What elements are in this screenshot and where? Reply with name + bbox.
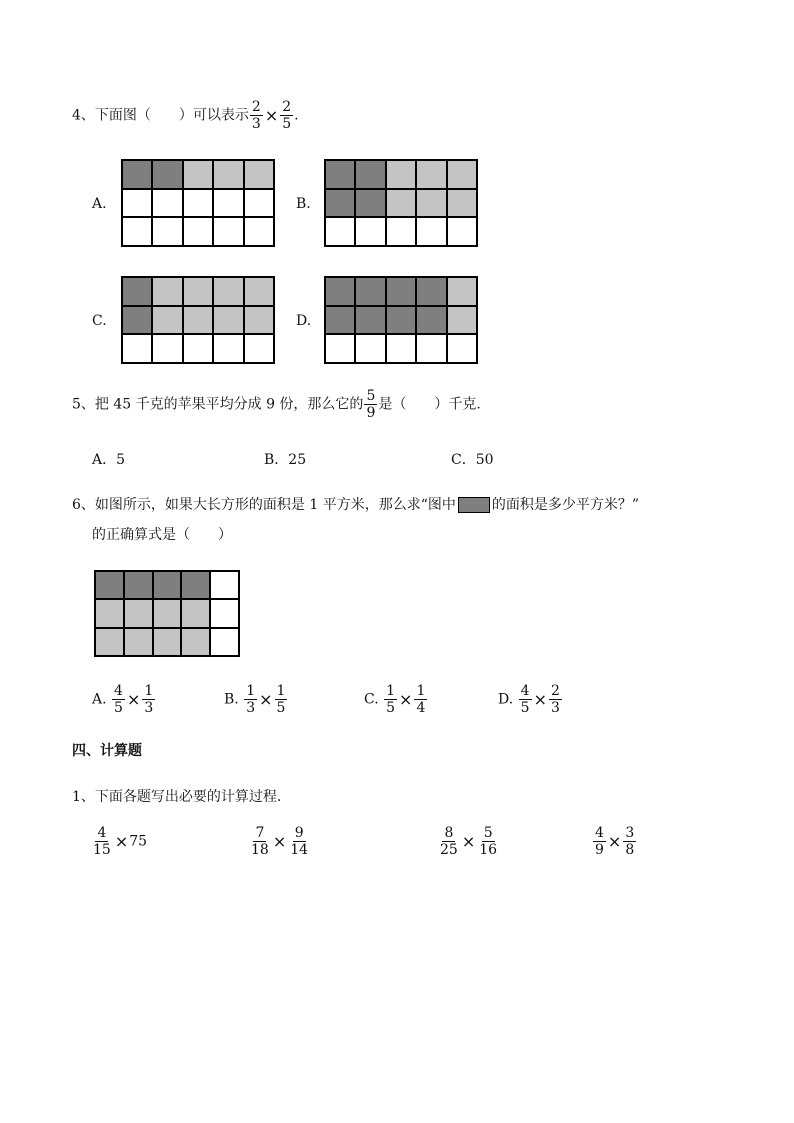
grid-cell-light bbox=[386, 160, 416, 189]
grid-cell-light bbox=[447, 189, 477, 218]
grid-cell-light bbox=[244, 277, 274, 306]
grid-cell-light bbox=[447, 277, 477, 306]
grid-cell-light bbox=[95, 628, 124, 656]
grid-cell-white bbox=[325, 217, 355, 246]
grid-cell-white bbox=[416, 334, 446, 363]
grid-cell-light bbox=[181, 628, 210, 656]
grid-cell-dark bbox=[355, 189, 385, 218]
q5-stem bbox=[72, 389, 481, 420]
grid-cell-white bbox=[447, 334, 477, 363]
grid-cell-white bbox=[244, 189, 274, 218]
q4-option-d-label[interactable]: D. bbox=[296, 313, 312, 329]
q5-option-a[interactable]: A．5 bbox=[92, 452, 126, 468]
grid-cell-light bbox=[181, 599, 210, 627]
grid-cell-light bbox=[244, 160, 274, 189]
grid-cell-white bbox=[386, 217, 416, 246]
grid-cell-white bbox=[386, 334, 416, 363]
times-sign: × bbox=[114, 832, 129, 851]
grid-cell-dark bbox=[325, 189, 355, 218]
grid-cell-white bbox=[152, 189, 182, 218]
q5-option-c[interactable]: C．50 bbox=[451, 452, 494, 468]
grid-cell-white bbox=[122, 189, 152, 218]
q5-prefix: 5、把 45 千克的苹果平均分成 9 份，那么它的 bbox=[72, 396, 364, 413]
grid-cell-white bbox=[244, 217, 274, 246]
grid-cell-light bbox=[153, 628, 182, 656]
calc-expression-3: $\frac{8}{25}$ × $\frac{5}{16}$ bbox=[440, 825, 498, 858]
section4-q1: 1、下面各题写出必要的计算过程. bbox=[72, 789, 282, 805]
times-sign: × bbox=[126, 690, 141, 709]
times-sign: × bbox=[272, 832, 287, 851]
grid-cell-white bbox=[183, 334, 213, 363]
q6-line1-suffix: 的面积是多少平方米？” bbox=[491, 497, 640, 513]
grid-cell-dark bbox=[416, 277, 446, 306]
grid-cell-light bbox=[183, 277, 213, 306]
grid-cell-light bbox=[124, 628, 153, 656]
grid-cell-white bbox=[416, 217, 446, 246]
grid-cell-dark bbox=[152, 160, 182, 189]
grid-cell-white bbox=[325, 334, 355, 363]
calc-expression-4: $\frac{4}{9}$ × $\frac{3}{8}$ bbox=[595, 825, 635, 858]
grid-cell-white bbox=[122, 334, 152, 363]
grid-cell-white bbox=[152, 217, 182, 246]
q4-suffix: . bbox=[294, 107, 299, 124]
grid-cell-dark bbox=[181, 571, 210, 599]
grid-cell-dark bbox=[325, 277, 355, 306]
grid-cell-dark bbox=[153, 571, 182, 599]
grid-cell-white bbox=[183, 217, 213, 246]
grid-cell-light bbox=[244, 306, 274, 335]
q4-option-b-label[interactable]: B. bbox=[296, 196, 311, 212]
times-sign: × bbox=[533, 690, 547, 709]
calc-expression-1: $\frac{4}{15}$ ×75 bbox=[93, 825, 148, 858]
q5-fraction: $\frac{5}{9}$ bbox=[366, 388, 376, 421]
grid-cell-white bbox=[122, 217, 152, 246]
grid-cell-light bbox=[183, 306, 213, 335]
grid-cell-dark bbox=[325, 306, 355, 335]
q4-stem bbox=[72, 100, 299, 131]
q5-suffix: 是（ ）千克. bbox=[378, 396, 481, 413]
q6-option-b[interactable]: B. $\frac{1}{3}$ × $\frac{1}{5}$ bbox=[224, 683, 286, 716]
q4-option-d-grid[interactable] bbox=[324, 276, 478, 364]
q6-stem-line2: 的正确算式是（ ） bbox=[92, 527, 232, 543]
grid-cell-white bbox=[213, 217, 243, 246]
grid-cell-light bbox=[386, 189, 416, 218]
calc-expression-2: $\frac{7}{18}$ × $\frac{9}{14}$ bbox=[251, 825, 309, 858]
grid-cell-light bbox=[124, 599, 153, 627]
q6-line1-prefix: 6、如图所示，如果大长方形的面积是 1 平方米，那么求“图中 bbox=[72, 497, 456, 513]
q4-option-a-grid[interactable] bbox=[121, 159, 275, 247]
grid-cell-white bbox=[244, 334, 274, 363]
grid-cell-dark bbox=[124, 571, 153, 599]
q4-option-c-label[interactable]: C. bbox=[92, 313, 107, 329]
grid-cell-white bbox=[210, 599, 239, 627]
grid-cell-light bbox=[153, 599, 182, 627]
q4-option-a-label[interactable]: A. bbox=[92, 196, 107, 212]
q5-option-b[interactable]: B．25 bbox=[264, 452, 307, 468]
grid-cell-dark bbox=[122, 306, 152, 335]
grid-cell-light bbox=[213, 306, 243, 335]
grid-cell-white bbox=[447, 217, 477, 246]
q6-figure-grid bbox=[94, 570, 240, 657]
grid-cell-light bbox=[95, 599, 124, 627]
shaded-swatch-icon bbox=[458, 497, 490, 513]
q4-fraction-2: $\frac{2}{5}$ bbox=[282, 99, 292, 132]
grid-cell-white bbox=[210, 628, 239, 656]
grid-cell-light bbox=[416, 160, 446, 189]
grid-cell-dark bbox=[386, 277, 416, 306]
grid-cell-light bbox=[152, 277, 182, 306]
grid-cell-dark bbox=[122, 160, 152, 189]
grid-cell-dark bbox=[325, 160, 355, 189]
times-sign: × bbox=[607, 832, 622, 851]
q6-option-c[interactable]: C. $\frac{1}{5}$ × $\frac{1}{4}$ bbox=[364, 683, 426, 716]
grid-cell-dark bbox=[355, 277, 385, 306]
times-sign: × bbox=[399, 690, 413, 709]
grid-cell-dark bbox=[122, 277, 152, 306]
grid-cell-white bbox=[183, 189, 213, 218]
grid-cell-light bbox=[447, 306, 477, 335]
grid-cell-white bbox=[355, 334, 385, 363]
grid-cell-light bbox=[183, 160, 213, 189]
grid-cell-dark bbox=[355, 160, 385, 189]
grid-cell-light bbox=[447, 160, 477, 189]
grid-cell-dark bbox=[386, 306, 416, 335]
times-sign: × bbox=[259, 690, 273, 709]
grid-cell-dark bbox=[95, 571, 124, 599]
grid-cell-white bbox=[152, 334, 182, 363]
q4-prefix: 4、下面图（ ）可以表示 bbox=[72, 107, 249, 124]
q4-option-c-grid[interactable] bbox=[121, 276, 275, 364]
section-title: 四、计算题 bbox=[72, 743, 142, 759]
grid-cell-dark bbox=[355, 306, 385, 335]
q4-fraction-1: $\frac{2}{3}$ bbox=[251, 99, 261, 132]
q6-stem-line1 bbox=[72, 494, 639, 514]
grid-cell-light bbox=[152, 306, 182, 335]
q6-option-d[interactable]: D. $\frac{4}{5}$ × $\frac{2}{3}$ bbox=[498, 683, 560, 716]
grid-cell-white bbox=[210, 571, 239, 599]
grid-cell-light bbox=[213, 277, 243, 306]
q4-option-b-grid[interactable] bbox=[324, 159, 478, 247]
grid-cell-white bbox=[213, 334, 243, 363]
q6-option-a[interactable]: A. $\frac{4}{5}$ × $\frac{1}{3}$ bbox=[92, 683, 154, 716]
grid-cell-light bbox=[416, 189, 446, 218]
grid-cell-light bbox=[213, 160, 243, 189]
grid-cell-white bbox=[213, 189, 243, 218]
grid-cell-white bbox=[355, 217, 385, 246]
times-sign: × bbox=[264, 106, 279, 125]
times-sign: × bbox=[461, 832, 476, 851]
grid-cell-dark bbox=[416, 306, 446, 335]
